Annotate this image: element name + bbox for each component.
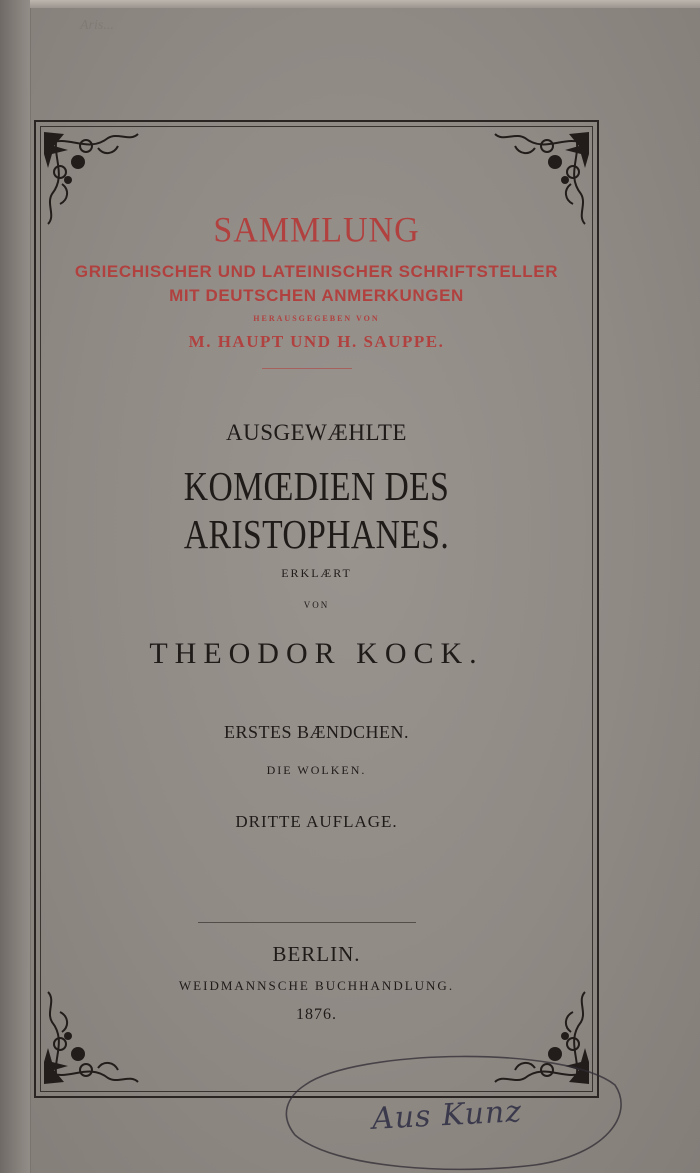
imprint-year: 1876. — [296, 1006, 337, 1023]
imprint-divider — [198, 922, 416, 923]
volume-label: ERSTES BÆNDCHEN. — [223, 722, 410, 742]
edition-label: DRITTE AUFLAGE. — [235, 812, 398, 831]
series-title: SAMMLUNG — [213, 211, 420, 250]
book-subtitle: AUSGEWÆHLTE — [226, 420, 407, 445]
imprint-city: BERLIN. — [272, 942, 361, 966]
by-label: VON — [303, 600, 330, 610]
imprint-publisher: WEIDMANNSCHE BUCHHANDLUNG. — [178, 978, 455, 993]
author-name: THEODOR KOCK. — [149, 637, 484, 670]
book-spine-edge — [0, 0, 31, 1173]
series-editors: M. HAUPT UND H. SAUPPE. — [188, 332, 445, 351]
explained-label: ERKLÆRT — [281, 566, 352, 580]
play-title: DIE WOLKEN. — [266, 763, 367, 777]
pencil-note: Aris... — [80, 18, 114, 33]
book-title: KOMŒDIEN DES ARISTOPHANES. — [183, 463, 450, 557]
series-subtitle-line1: GRIECHISCHER UND LATEINISCHER SCHRIFTSTELLER — [74, 262, 559, 281]
divider-rule — [262, 368, 352, 369]
series-subtitle-line2: MIT DEUTSCHEN ANMERKUNGEN — [169, 286, 464, 305]
handwritten-note: Aus Kunz — [371, 1094, 523, 1137]
editors-lead: HERAUSGEGEBEN VON — [253, 314, 380, 323]
page-top-edge — [30, 0, 700, 8]
